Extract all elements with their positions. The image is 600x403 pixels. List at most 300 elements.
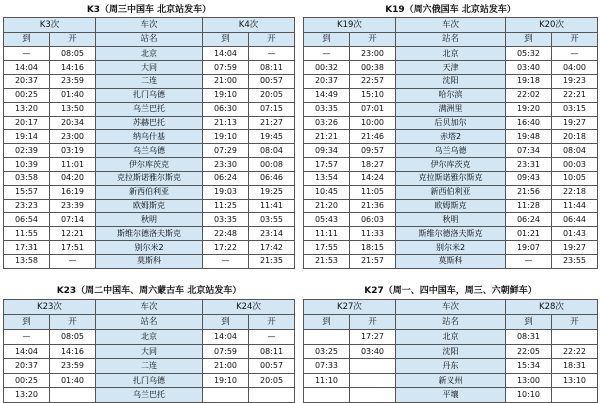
return-arrive-time: 21:00 <box>203 359 249 374</box>
table-row <box>4 373 295 388</box>
train-header-row <box>4 18 295 33</box>
station-header: 站名 <box>396 315 506 330</box>
return-depart-time: 20:05 <box>249 373 295 388</box>
outbound-depart-time: 16:19 <box>50 185 96 199</box>
return-arrive-time: 19:18 <box>506 75 552 89</box>
return-arrive-time: 13:00 <box>506 373 552 388</box>
return-arrive-time: 11:28 <box>506 199 552 213</box>
return-arrive-time: 03:40 <box>506 61 552 75</box>
arrive-header: 到 <box>304 32 350 47</box>
return-arrive-time: 22:05 <box>506 344 552 359</box>
return-train-number: K24次 <box>203 299 295 314</box>
outbound-arrive-time: 03:58 <box>4 171 50 185</box>
timetable-caption-row <box>4 3 295 18</box>
station-name: 北京 <box>96 47 203 61</box>
outbound-arrive-time: 07:33 <box>304 359 350 374</box>
table-row <box>4 171 295 185</box>
outbound-depart-time: 21:36 <box>350 199 396 213</box>
outbound-arrive-time <box>304 330 350 345</box>
outbound-train-number: K27次 <box>304 299 396 314</box>
outbound-arrive-time: 02:39 <box>4 144 50 158</box>
outbound-depart-time: 03:19 <box>50 144 96 158</box>
outbound-depart-time: 09:57 <box>350 144 396 158</box>
outbound-train-number: K19次 <box>304 18 396 33</box>
return-arrive-time: 07:29 <box>203 144 249 158</box>
timetable-caption-row <box>304 284 598 299</box>
outbound-arrive-time: 14:49 <box>304 88 350 102</box>
return-depart-time: 20:18 <box>552 130 598 144</box>
outbound-depart-time: 23:39 <box>50 199 96 213</box>
outbound-depart-time: 18:15 <box>350 241 396 255</box>
table-row <box>4 88 295 102</box>
table-row <box>304 130 598 144</box>
station-name: 斯维尔德洛夫斯克 <box>96 227 203 241</box>
table-row <box>4 254 295 268</box>
return-arrive-time: 21:56 <box>506 185 552 199</box>
table-row <box>4 213 295 227</box>
table-row <box>304 158 598 172</box>
station-name: 克拉斯诺雅尔斯克 <box>396 171 506 185</box>
return-depart-time: 00:57 <box>249 75 295 89</box>
return-depart-time: 22:18 <box>552 185 598 199</box>
return-arrive-time: 03:35 <box>203 213 249 227</box>
outbound-depart-time: 14:24 <box>350 171 396 185</box>
outbound-arrive-time: 21:21 <box>304 130 350 144</box>
return-arrive-time: 21:00 <box>203 75 249 89</box>
station-name: 沈阳 <box>396 344 506 359</box>
return-depart-time: 21:27 <box>249 116 295 130</box>
outbound-arrive-time: 23:23 <box>4 199 50 213</box>
outbound-arrive-time: 14:04 <box>4 61 50 75</box>
return-arrive-time: 15:34 <box>506 359 552 374</box>
table-row <box>4 116 295 130</box>
station-name: 新义州 <box>396 373 506 388</box>
outbound-arrive-time: 13:54 <box>304 171 350 185</box>
return-arrive-time: 14:04 <box>203 330 249 345</box>
return-arrive-time: 19:20 <box>506 102 552 116</box>
table-row <box>4 344 295 359</box>
return-arrive-time: — <box>203 254 249 268</box>
outbound-depart-time <box>350 373 396 388</box>
station-name: 沈阳 <box>396 75 506 89</box>
station-name: 大同 <box>96 344 203 359</box>
outbound-depart-time: 08:05 <box>50 47 96 61</box>
station-name: 秋明 <box>96 213 203 227</box>
outbound-arrive-time: 10:45 <box>304 185 350 199</box>
table-row <box>4 359 295 374</box>
depart-header: 开 <box>350 315 396 330</box>
column-header-row <box>4 32 295 47</box>
table-row <box>4 199 295 213</box>
return-depart-time: 07:15 <box>249 102 295 116</box>
return-depart-time: — <box>249 47 295 61</box>
outbound-depart-time: 11:33 <box>350 227 396 241</box>
outbound-arrive-time: 11:11 <box>304 227 350 241</box>
arrive-header: 到 <box>506 32 552 47</box>
station-name: 二连 <box>96 359 203 374</box>
return-depart-time: — <box>249 330 295 345</box>
table-row <box>304 213 598 227</box>
station-name: 莫斯科 <box>96 254 203 268</box>
return-depart-time: 04:00 <box>552 61 598 75</box>
return-depart-time: 23:55 <box>552 254 598 268</box>
station-name: 秋明 <box>396 213 506 227</box>
return-arrive-time: 07:34 <box>506 144 552 158</box>
timetable-caption-row <box>4 284 295 299</box>
return-depart-time: 11:41 <box>249 199 295 213</box>
outbound-depart-time: 11:01 <box>50 158 96 172</box>
station-name: 苏赫巴托 <box>96 116 203 130</box>
return-arrive-time: 22:02 <box>506 88 552 102</box>
outbound-arrive-time: 09:34 <box>304 144 350 158</box>
station-name: 莫斯科 <box>396 254 506 268</box>
return-depart-time: 19:27 <box>552 241 598 255</box>
arrive-header: 到 <box>203 32 249 47</box>
table-row <box>4 227 295 241</box>
station-name: 北京 <box>396 47 506 61</box>
table-row <box>304 330 598 345</box>
outbound-arrive-time: — <box>4 47 50 61</box>
table-row <box>304 75 598 89</box>
outbound-depart-time: 14:16 <box>50 344 96 359</box>
outbound-depart-time: 21:57 <box>350 254 396 268</box>
table-row <box>4 185 295 199</box>
station-header: 站名 <box>396 32 506 47</box>
outbound-depart-time: 00:38 <box>350 61 396 75</box>
return-arrive-time: 07:59 <box>203 61 249 75</box>
station-name: 扎门乌德 <box>96 88 203 102</box>
table-row <box>304 227 598 241</box>
station-name: 北京 <box>96 330 203 345</box>
outbound-arrive-time: 11:55 <box>4 227 50 241</box>
timetable-title: K23（周二中国车、周六蒙古车 北京站发车） <box>4 284 295 299</box>
timetable-k23 <box>3 284 295 403</box>
outbound-depart-time: 23:59 <box>50 359 96 374</box>
return-depart-time: 00:08 <box>249 158 295 172</box>
outbound-arrive-time: 17:31 <box>4 241 50 255</box>
station-name: 别尔米2 <box>396 241 506 255</box>
table-row <box>304 344 598 359</box>
outbound-arrive-time: 00:32 <box>304 61 350 75</box>
outbound-depart-time: 04:20 <box>50 171 96 185</box>
return-arrive-time: 19:48 <box>506 130 552 144</box>
arrive-header: 到 <box>4 32 50 47</box>
table-row <box>4 61 295 75</box>
return-depart-time: 00:57 <box>249 359 295 374</box>
outbound-arrive-time <box>304 388 350 403</box>
station-name: 满洲里 <box>396 102 506 116</box>
outbound-arrive-time: 13:58 <box>4 254 50 268</box>
table-row <box>304 171 598 185</box>
depart-header: 开 <box>552 315 598 330</box>
depart-header: 开 <box>249 32 295 47</box>
return-depart-time: — <box>552 47 598 61</box>
table-row <box>304 116 598 130</box>
timetable-title: K3（周三中国车 北京站发车） <box>4 3 295 18</box>
return-depart-time <box>249 388 295 403</box>
station-header: 站名 <box>96 32 203 47</box>
outbound-arrive-time: — <box>304 47 350 61</box>
table-row <box>4 75 295 89</box>
station-name: 天津 <box>396 61 506 75</box>
train-column-header: 车次 <box>396 18 506 33</box>
return-depart-time: 17:42 <box>249 241 295 255</box>
station-name: 后贝加尔 <box>396 116 506 130</box>
return-depart-time: 19:23 <box>552 75 598 89</box>
table-row <box>304 61 598 75</box>
return-arrive-time: 10:10 <box>506 388 552 403</box>
outbound-depart-time: 03:40 <box>350 344 396 359</box>
return-arrive-time: 09:43 <box>506 171 552 185</box>
station-name: 乌兰乌德 <box>396 144 506 158</box>
table-row <box>304 359 598 374</box>
outbound-arrive-time: 05:43 <box>304 213 350 227</box>
arrive-header: 到 <box>203 315 249 330</box>
station-name: 丹东 <box>396 359 506 374</box>
return-arrive-time: 23:31 <box>506 158 552 172</box>
outbound-depart-time: 21:46 <box>350 130 396 144</box>
outbound-arrive-time: 13:20 <box>4 102 50 116</box>
table-row <box>4 388 295 403</box>
table-row <box>4 144 295 158</box>
column-header-row <box>304 32 598 47</box>
return-arrive-time: 06:24 <box>506 213 552 227</box>
station-name: 克拉斯诺雅尔斯克 <box>96 171 203 185</box>
return-arrive-time: 06:30 <box>203 102 249 116</box>
outbound-depart-time: 08:05 <box>50 330 96 345</box>
table-row <box>304 88 598 102</box>
return-depart-time: 21:35 <box>249 254 295 268</box>
return-arrive-time: 16:40 <box>506 116 552 130</box>
station-name: 伊尔库茨克 <box>396 158 506 172</box>
return-depart-time: 19:25 <box>249 185 295 199</box>
arrive-header: 到 <box>304 315 350 330</box>
return-arrive-time: 19:03 <box>203 185 249 199</box>
timetable-k19 <box>303 3 598 269</box>
outbound-depart-time: 14:16 <box>50 61 96 75</box>
outbound-arrive-time: 13:20 <box>4 388 50 403</box>
return-depart-time: 22:21 <box>552 88 598 102</box>
return-depart-time: 08:11 <box>249 61 295 75</box>
outbound-depart-time <box>50 388 96 403</box>
return-depart-time: 18:31 <box>552 359 598 374</box>
outbound-arrive-time: 17:55 <box>304 241 350 255</box>
timetable-k27 <box>303 284 598 403</box>
return-arrive-time: 19:10 <box>203 88 249 102</box>
column-header-row <box>304 315 598 330</box>
station-name: 欧姆斯克 <box>96 199 203 213</box>
timetable-title: K19（周六俄国车 北京站发车） <box>304 3 598 18</box>
outbound-arrive-time: 11:10 <box>304 373 350 388</box>
table-row <box>4 130 295 144</box>
timetable-caption-row <box>304 3 598 18</box>
return-depart-time <box>552 388 598 403</box>
outbound-depart-time: 13:50 <box>50 102 96 116</box>
station-name: 斯维尔德洛夫斯克 <box>396 227 506 241</box>
station-name: 欧姆斯克 <box>396 199 506 213</box>
table-row <box>304 47 598 61</box>
train-header-row <box>304 18 598 33</box>
return-arrive-time: 23:30 <box>203 158 249 172</box>
outbound-depart-time: 15:10 <box>350 88 396 102</box>
station-name: 赤塔2 <box>396 130 506 144</box>
depart-header: 开 <box>249 315 295 330</box>
return-arrive-time: 01:21 <box>506 227 552 241</box>
return-depart-time: 19:27 <box>552 116 598 130</box>
table-row <box>304 144 598 158</box>
arrive-header: 到 <box>506 315 552 330</box>
return-depart-time: 01:43 <box>552 227 598 241</box>
return-arrive-time: 07:59 <box>203 344 249 359</box>
outbound-depart-time: 23:59 <box>50 75 96 89</box>
outbound-arrive-time: 03:25 <box>304 344 350 359</box>
table-row <box>304 241 598 255</box>
outbound-depart-time: 20:34 <box>50 116 96 130</box>
station-name: 新西伯利亚 <box>96 185 203 199</box>
timetable-k3 <box>3 3 295 269</box>
outbound-arrive-time: 21:53 <box>304 254 350 268</box>
table-row <box>304 102 598 116</box>
return-arrive-time: 21:13 <box>203 116 249 130</box>
return-arrive-time: 14:04 <box>203 47 249 61</box>
outbound-arrive-time: 17:57 <box>304 158 350 172</box>
outbound-arrive-time: 20:17 <box>4 116 50 130</box>
outbound-depart-time: 18:27 <box>350 158 396 172</box>
outbound-depart-time <box>350 388 396 403</box>
outbound-arrive-time: 21:20 <box>304 199 350 213</box>
station-name: 扎门乌德 <box>96 373 203 388</box>
column-header-row <box>4 315 295 330</box>
outbound-depart-time: 10:00 <box>350 116 396 130</box>
table-row <box>4 158 295 172</box>
return-depart-time: 06:46 <box>249 171 295 185</box>
outbound-depart-time <box>350 359 396 374</box>
outbound-arrive-time: — <box>4 330 50 345</box>
return-depart-time: 11:44 <box>552 199 598 213</box>
train-header-row <box>4 299 295 314</box>
return-depart-time: 10:05 <box>552 171 598 185</box>
outbound-depart-time: 06:03 <box>350 213 396 227</box>
return-depart-time: 20:05 <box>249 88 295 102</box>
outbound-depart-time: 01:40 <box>50 88 96 102</box>
return-arrive-time <box>203 388 249 403</box>
outbound-train-number: K3次 <box>4 18 96 33</box>
return-arrive-time: 22:48 <box>203 227 249 241</box>
return-depart-time: 23:14 <box>249 227 295 241</box>
return-arrive-time: 11:25 <box>203 199 249 213</box>
station-name: 哈尔滨 <box>396 88 506 102</box>
timetable-title: K27（周一、四中国车，周三、六朝鲜车） <box>304 284 598 299</box>
depart-header: 开 <box>50 32 96 47</box>
outbound-arrive-time: 06:54 <box>4 213 50 227</box>
outbound-arrive-time: 00:25 <box>4 373 50 388</box>
station-name: 乌兰巴托 <box>96 388 203 403</box>
table-row <box>304 254 598 268</box>
table-row <box>4 241 295 255</box>
table-row <box>304 199 598 213</box>
return-arrive-time: 06:24 <box>203 171 249 185</box>
outbound-depart-time: 23:00 <box>350 47 396 61</box>
table-row <box>304 185 598 199</box>
table-row <box>4 102 295 116</box>
train-column-header: 车次 <box>396 299 506 314</box>
outbound-arrive-time: 14:04 <box>4 344 50 359</box>
outbound-arrive-time: 10:39 <box>4 158 50 172</box>
outbound-arrive-time: 20:37 <box>4 75 50 89</box>
outbound-arrive-time: 15:57 <box>4 185 50 199</box>
station-name: 伊尔库茨克 <box>96 158 203 172</box>
return-arrive-time: 19:10 <box>203 130 249 144</box>
station-name: 大同 <box>96 61 203 75</box>
return-depart-time: 03:15 <box>552 102 598 116</box>
depart-header: 开 <box>50 315 96 330</box>
outbound-depart-time: 11:05 <box>350 185 396 199</box>
table-row <box>4 47 295 61</box>
station-name: 平壤 <box>396 388 506 403</box>
table-row <box>304 388 598 403</box>
return-depart-time: 13:10 <box>552 373 598 388</box>
return-train-number: K4次 <box>203 18 295 33</box>
return-arrive-time: 08:31 <box>506 330 552 345</box>
station-header: 站名 <box>96 315 203 330</box>
return-train-number: K20次 <box>506 18 598 33</box>
station-name: 纳乌什基 <box>96 130 203 144</box>
depart-header: 开 <box>350 32 396 47</box>
station-name: 新西伯利亚 <box>396 185 506 199</box>
depart-header: 开 <box>552 32 598 47</box>
return-depart-time: 19:45 <box>249 130 295 144</box>
arrive-header: 到 <box>4 315 50 330</box>
return-depart-time: 08:04 <box>552 144 598 158</box>
table-row <box>4 330 295 345</box>
station-name: 北京 <box>396 330 506 345</box>
train-header-row <box>304 299 598 314</box>
outbound-depart-time: 22:57 <box>350 75 396 89</box>
return-depart-time: 06:44 <box>552 213 598 227</box>
return-arrive-time: — <box>506 254 552 268</box>
station-name: 别尔米2 <box>96 241 203 255</box>
station-name: 乌兰乌德 <box>96 144 203 158</box>
train-column-header: 车次 <box>96 299 203 314</box>
outbound-depart-time: 07:01 <box>350 102 396 116</box>
outbound-arrive-time: 03:35 <box>304 102 350 116</box>
return-depart-time: 00:03 <box>552 158 598 172</box>
outbound-depart-time: 23:00 <box>50 130 96 144</box>
return-depart-time: 08:04 <box>249 144 295 158</box>
return-arrive-time: 19:07 <box>506 241 552 255</box>
return-arrive-time: 19:10 <box>203 373 249 388</box>
outbound-depart-time: 17:27 <box>350 330 396 345</box>
return-depart-time: 08:11 <box>249 344 295 359</box>
outbound-depart-time: 01:40 <box>50 373 96 388</box>
return-train-number: K28次 <box>506 299 598 314</box>
return-arrive-time: 05:32 <box>506 47 552 61</box>
outbound-arrive-time: 20:37 <box>304 75 350 89</box>
outbound-arrive-time: 00:25 <box>4 88 50 102</box>
outbound-arrive-time: 19:14 <box>4 130 50 144</box>
outbound-depart-time: 12:21 <box>50 227 96 241</box>
outbound-train-number: K23次 <box>4 299 96 314</box>
return-arrive-time: 17:22 <box>203 241 249 255</box>
return-depart-time <box>552 330 598 345</box>
outbound-depart-time: 07:14 <box>50 213 96 227</box>
table-row <box>304 373 598 388</box>
station-name: 二连 <box>96 75 203 89</box>
outbound-depart-time: 17:51 <box>50 241 96 255</box>
return-depart-time: 03:55 <box>249 213 295 227</box>
outbound-arrive-time: 03:26 <box>304 116 350 130</box>
return-depart-time: 22:22 <box>552 344 598 359</box>
